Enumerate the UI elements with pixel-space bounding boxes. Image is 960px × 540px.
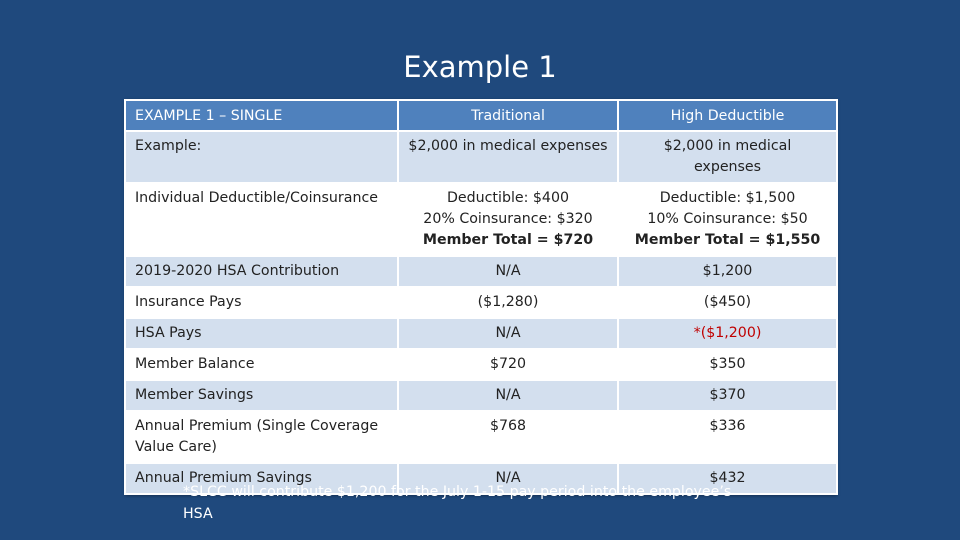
table-row-annual-premium <box>125 411 837 463</box>
high-deductible-cell: $2,000 in medical expenses <box>618 131 837 183</box>
traditional-cell <box>398 183 618 256</box>
table-row-insurance-pays <box>125 287 837 318</box>
high-deductible-cell: $350 <box>618 349 837 380</box>
header-plan-type: EXAMPLE 1 – SINGLE <box>125 100 398 131</box>
deductible-line: Deductible: $1,500 <box>659 190 796 206</box>
table-header-row <box>125 100 837 131</box>
row-label: HSA Pays <box>125 318 398 349</box>
row-label: Member Savings <box>125 380 398 411</box>
header-high-deductible: High Deductible <box>618 100 837 131</box>
high-deductible-cell: $1,200 <box>618 256 837 287</box>
coinsurance-line: 10% Coinsurance: $50 <box>647 211 808 227</box>
traditional-cell: N/A <box>398 380 618 411</box>
traditional-cell: $720 <box>398 349 618 380</box>
header-traditional: Traditional <box>398 100 618 131</box>
row-label: Example: <box>125 131 398 183</box>
traditional-cell: ($1,280) <box>398 287 618 318</box>
row-label: 2019-2020 HSA Contribution <box>125 256 398 287</box>
high-deductible-cell: $336 <box>618 411 837 463</box>
member-total-line: Member Total = $1,550 <box>634 232 821 248</box>
row-label: Annual Premium (Single Coverage Value Care) <box>125 411 398 463</box>
high-deductible-cell: $370 <box>618 380 837 411</box>
member-total-line: Member Total = $720 <box>422 232 594 248</box>
table-row-member-balance <box>125 349 837 380</box>
table-row-example <box>125 131 837 183</box>
traditional-cell: N/A <box>398 256 618 287</box>
traditional-cell: $2,000 in medical expenses <box>398 131 618 183</box>
table-row-deductible <box>125 183 837 256</box>
row-label: Individual Deductible/Coinsurance <box>125 183 398 256</box>
table-row-member-savings <box>125 380 837 411</box>
traditional-cell: $768 <box>398 411 618 463</box>
row-label: Member Balance <box>125 349 398 380</box>
table-row-hsa-pays <box>125 318 837 349</box>
coinsurance-line: 20% Coinsurance: $320 <box>423 211 593 227</box>
table-row-hsa-contribution <box>125 256 837 287</box>
high-deductible-cell: ($450) <box>618 287 837 318</box>
page-title: Example 1 <box>403 50 557 84</box>
row-label: Insurance Pays <box>125 287 398 318</box>
high-deductible-cell: $432 <box>618 463 837 494</box>
traditional-cell: N/A <box>398 318 618 349</box>
comparison-table <box>124 99 836 495</box>
deductible-line: Deductible: $400 <box>446 190 570 206</box>
traditional-cell: N/A <box>398 463 618 494</box>
row-label: Annual Premium Savings <box>125 463 398 494</box>
high-deductible-cell: *($1,200) <box>618 318 837 349</box>
footnote: *SLCC will contribute $1,200 for the July 1-15 pay period into the employee’s HSA <box>183 484 732 522</box>
high-deductible-cell <box>618 183 837 256</box>
